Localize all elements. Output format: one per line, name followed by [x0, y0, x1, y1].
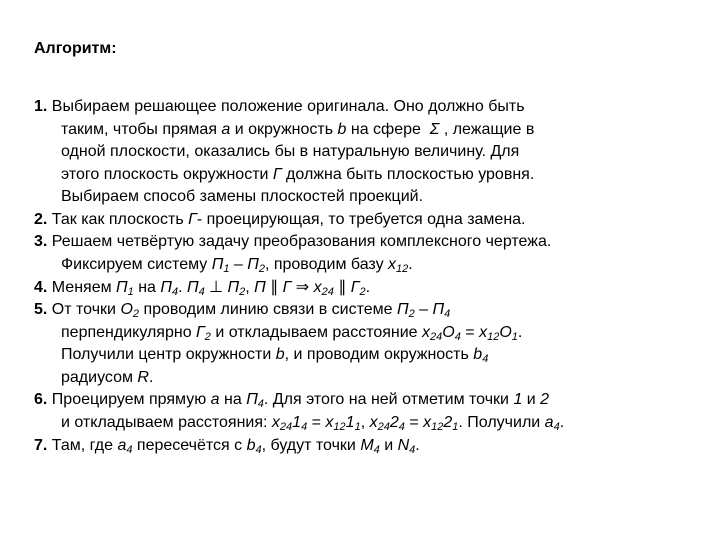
step-number: 1.: [34, 98, 48, 115]
step-text: Меняем $П_1$ на $П_4$. $П_4$ ⊥ $П_2$, П ∥ Г ⇒ $x_{24}$ ∥ $Г_2$.: [51, 278, 371, 298]
step-4: [34, 277, 694, 300]
step-2: [34, 209, 694, 232]
step-text: Там, где $a_4$ пересечётся с $b_4$, будут точки $M_4$ и $N_4$.: [51, 436, 420, 456]
step-3: [34, 231, 694, 276]
step-text: От точки $O_2$ проводим линию связи в системе $П_2 - П_4$ перпендикулярно $Г_2$ и откладываем расстояние $x_{24}O_4 = x_{12}O_1$. Получили центр окружности b, и проводим окружность $b_4$ радиусом R.: [51, 301, 523, 386]
step-number: 4.: [34, 278, 48, 296]
step-5: [34, 299, 694, 389]
step-number: 6.: [34, 391, 48, 409]
step-number: 2.: [34, 210, 48, 228]
algorithm-steps: [34, 96, 694, 457]
step-1: [34, 96, 694, 209]
heading: Алгоритм:: [34, 40, 117, 57]
step-6: [34, 389, 694, 434]
step-7: [34, 435, 694, 458]
step-text: Проецируем прямую a на $П_4$. Для этого на ней отметим точки 1 и 2 и откладываем расстояния: $x_{24}1_4 = x_{12}1_1$, $x_{24}2_4 = x_{12}2_1$. Получили $a_4$.: [51, 391, 565, 433]
step-text: Решаем четвёртую задачу преобразования комплексного чертежа. Фиксируем систему $П_1 - П_2$, проводим базу $x_{12}$.: [51, 233, 552, 275]
step-text: Так как плоскость Г- проецирующая, то требуется одна замена.: [51, 210, 526, 228]
step-text: Выбираем решающее положение оригинала. Оно должно быть таким, чтобы прямая a и окружность b на сфере Σ , лежащие в одной плоскости, оказались бы в натуральную величину. Для этого плоскость окружности Г должна быть плоскостью уровня. Выбираем способ замены плоскостей проекций.: [51, 98, 535, 205]
step-number: 3.: [34, 233, 48, 251]
step-number: 7.: [34, 436, 48, 454]
step-number: 5.: [34, 301, 48, 319]
